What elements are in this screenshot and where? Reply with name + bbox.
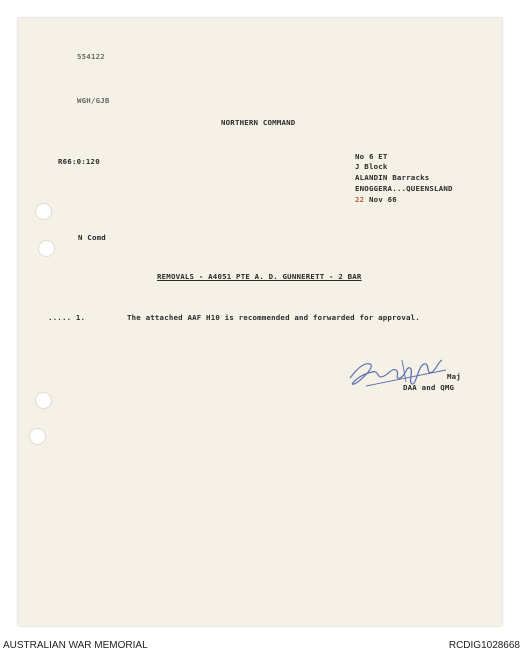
punch-hole (38, 240, 55, 257)
addressee: N Comd (78, 233, 106, 242)
document-page (18, 18, 502, 626)
punch-hole (29, 428, 46, 445)
footer-institution: AUSTRALIAN WAR MEMORIAL (3, 640, 148, 651)
file-reference: R66:0:120 (58, 157, 100, 166)
address-line-2: J Block (355, 162, 388, 171)
signatory-role: DAA and QMG (403, 383, 455, 392)
signatory-rank: Maj (447, 372, 461, 381)
footer-record-id: RCDIG1028668 (448, 640, 520, 651)
paragraph-text: The attached AAF H10 is recommended and forwarded for approval. (127, 313, 420, 322)
punch-hole (35, 203, 52, 220)
paragraph-number: ..... 1. (48, 313, 86, 322)
address-line-3: ALANDIN Barracks (355, 173, 430, 182)
letter-date (355, 195, 397, 204)
address-line-4: ENOGGERA...QUEENSLAND (355, 184, 453, 193)
file-number: 554122 (77, 52, 105, 61)
subject-line: REMOVALS - A4051 PTE A. D. GUNNERETT - 2 BAR (157, 272, 362, 281)
date-month-year: Nov 66 (368, 195, 397, 204)
reference-initials: WGH/GJB (77, 96, 110, 105)
date-day: 22 (355, 195, 365, 204)
punch-hole (35, 392, 52, 409)
address-line-1: No 6 ET (355, 152, 388, 161)
command-title: NORTHERN COMMAND (221, 118, 296, 127)
